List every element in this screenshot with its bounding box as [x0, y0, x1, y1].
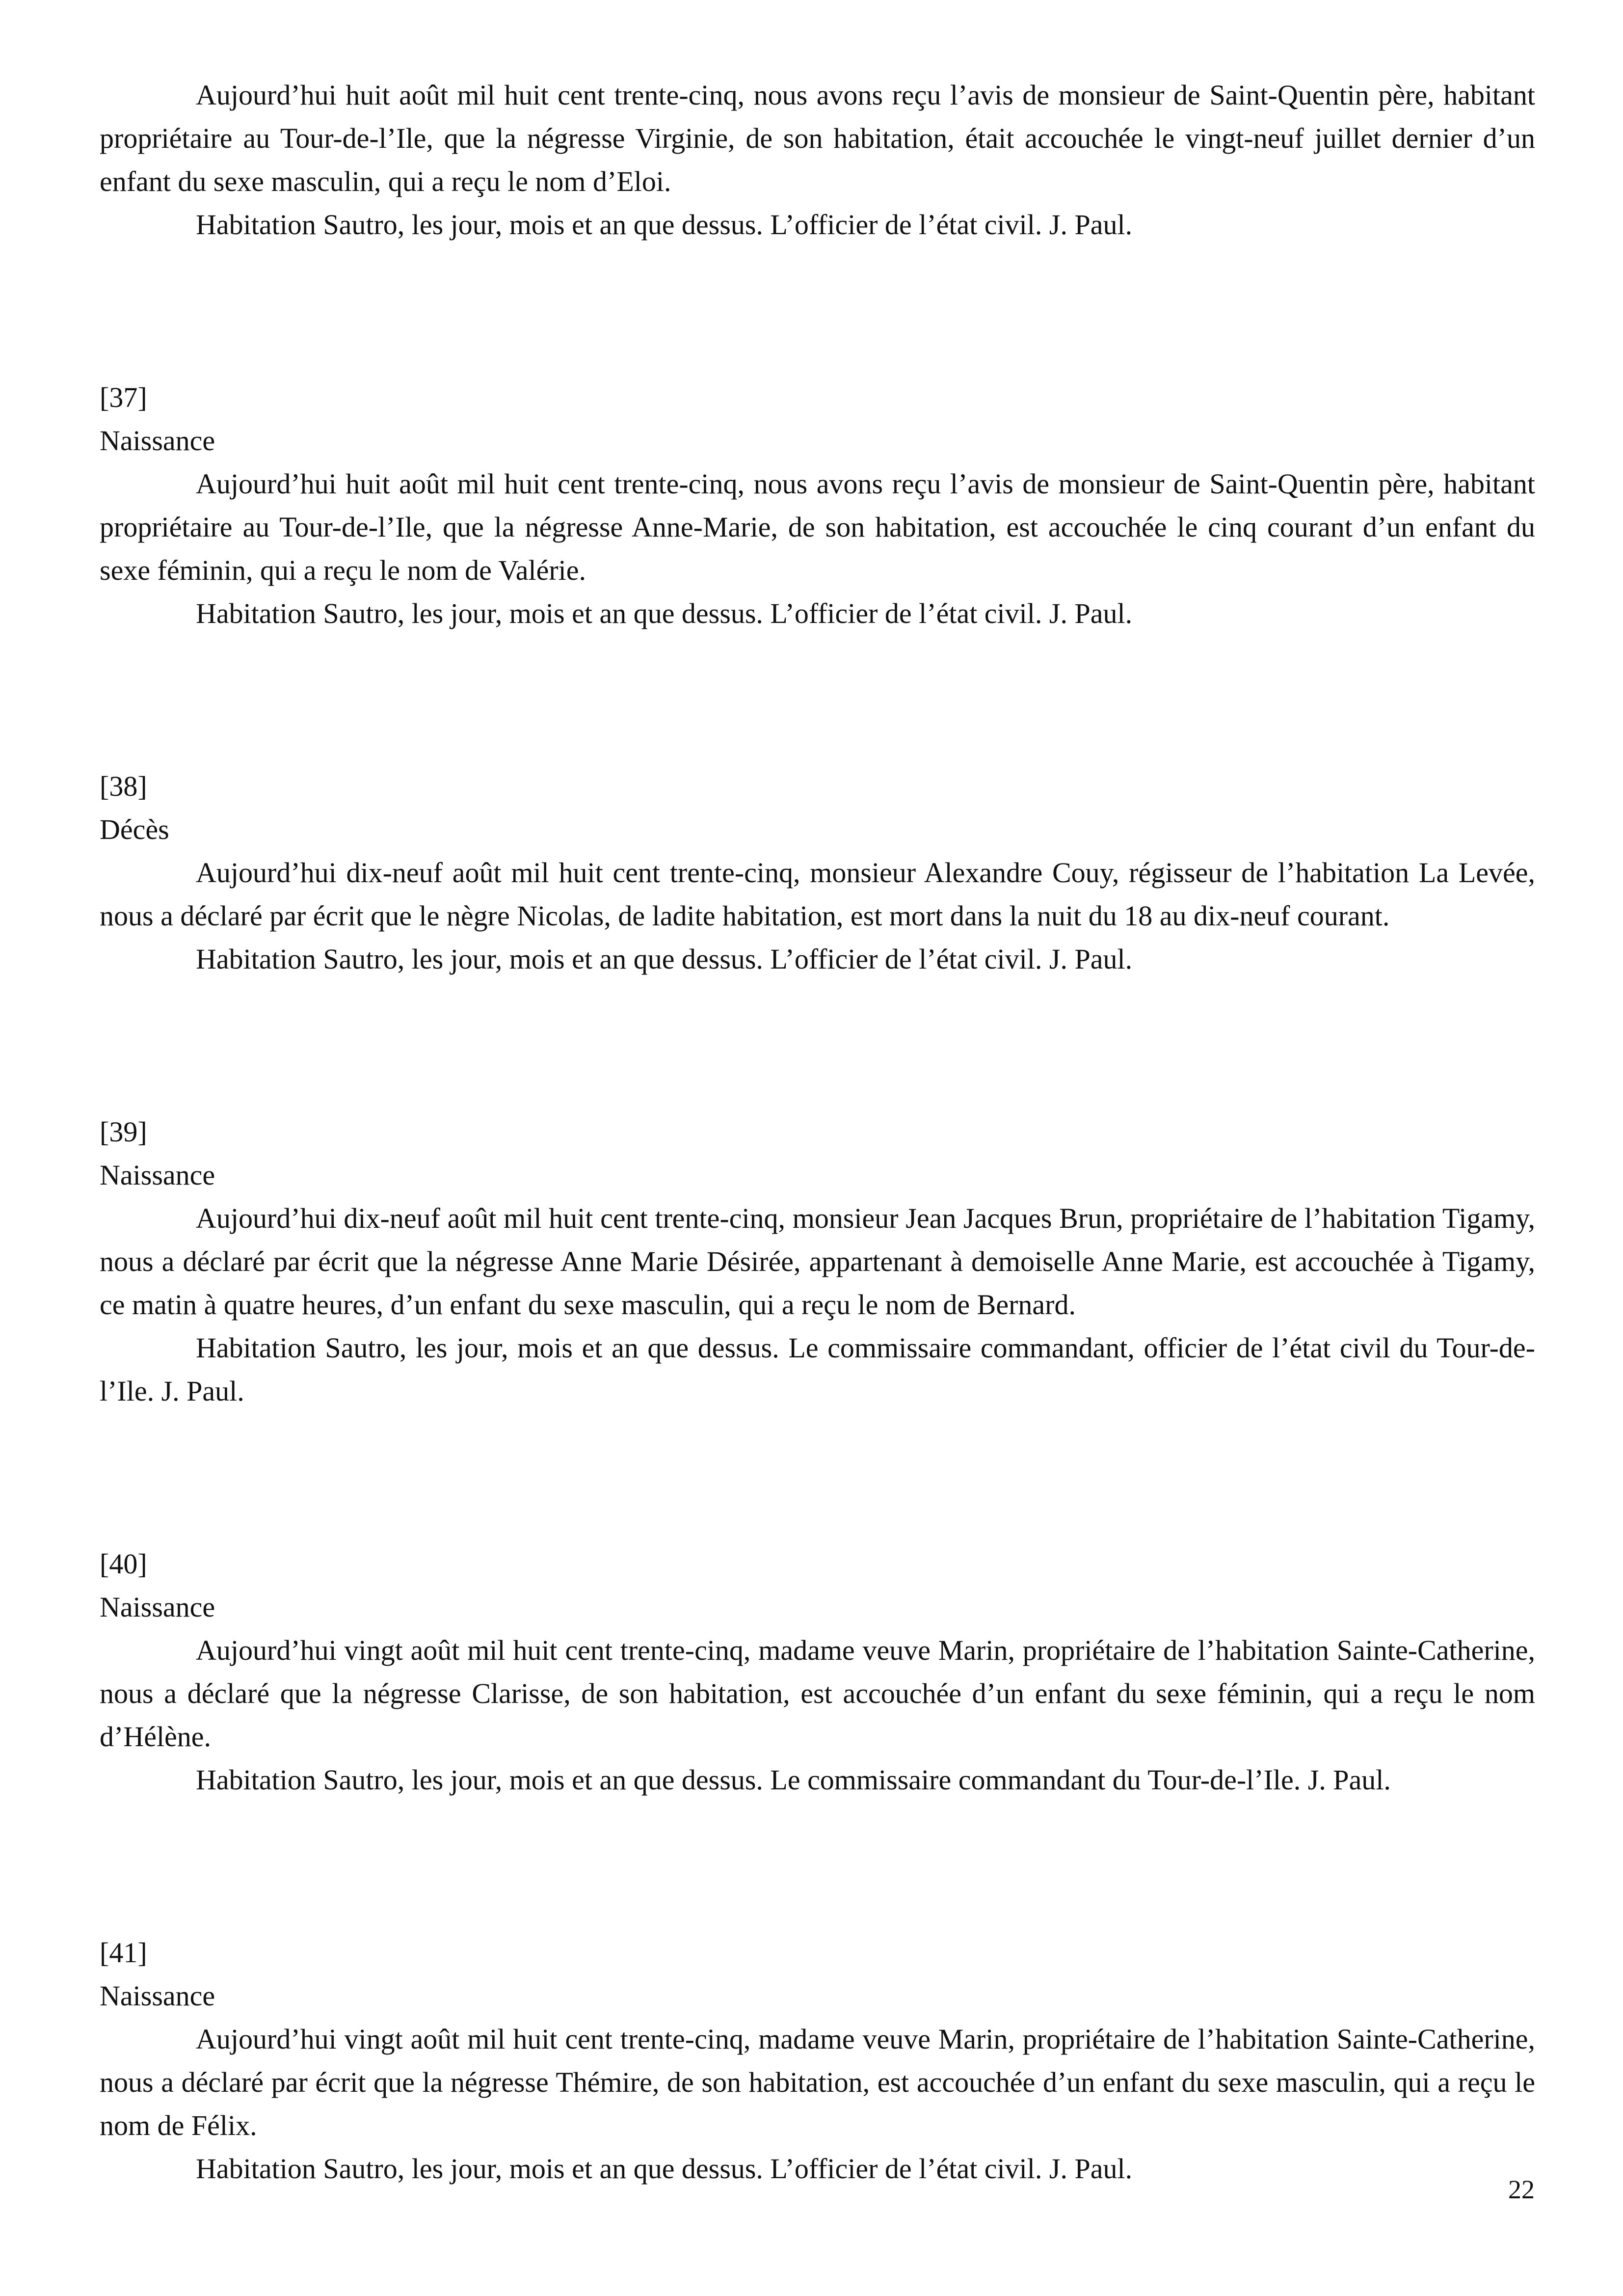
entry-text: Aujourd’hui dix-neuf août mil huit cent trente-cinq, monsieur Alexandre Couy, régisseur de l’habitation La Levée, nous a déclaré par écrit que le nègre Nicolas, de ladite habitation, est mort dans la nuit du 18 au dix-neuf courant. — [100, 857, 1535, 932]
entry-type: Décès — [100, 813, 169, 845]
entry-number: [38] — [100, 770, 147, 802]
page-number: 22 — [1508, 2175, 1535, 2204]
entry-41 — [100, 1931, 1535, 2190]
entry-signature: Habitation Sautro, les jour, mois et an que dessus. L’officier de l’état civil. J. Paul. — [196, 209, 1133, 241]
entry-38 — [100, 765, 1535, 981]
entry-continued — [100, 74, 1535, 246]
entry-text: Aujourd’hui vingt août mil huit cent trente-cinq, madame veuve Marin, propriétaire de l’habitation Sainte-Catherine, nous a déclaré par écrit que la négresse Thémire, de son habitation, est accouchée d’un enfant du sexe masculin, qui a reçu le nom de Félix. — [100, 2023, 1535, 2141]
entry-signature: Habitation Sautro, les jour, mois et an que dessus. Le commissaire commandant, officier de l’état civil du Tour-de-l’Ile. J. Paul. — [100, 1332, 1535, 1407]
entry-39 — [100, 1110, 1535, 1413]
entry-number: [41] — [100, 1937, 147, 1969]
entry-signature: Habitation Sautro, les jour, mois et an que dessus. L’officier de l’état civil. J. Paul. — [196, 2153, 1133, 2185]
entry-type: Naissance — [100, 425, 215, 457]
entry-type: Naissance — [100, 1159, 215, 1191]
entry-signature: Habitation Sautro, les jour, mois et an que dessus. L’officier de l’état civil. J. Paul. — [196, 943, 1133, 975]
entry-40 — [100, 1542, 1535, 1802]
entry-number: [40] — [100, 1548, 147, 1580]
document-page — [100, 74, 1535, 2190]
entry-type: Naissance — [100, 1980, 215, 2012]
entry-37 — [100, 376, 1535, 635]
entry-text: Aujourd’hui huit août mil huit cent trente-cinq, nous avons reçu l’avis de monsieur de Saint-Quentin père, habitant propriétaire au Tour-de-l’Ile, que la négresse Anne-Marie, de son habitation, est accouchée le cinq courant d’un enfant du sexe féminin, qui a reçu le nom de Valérie. — [100, 468, 1535, 586]
entry-text: Aujourd’hui vingt août mil huit cent trente-cinq, madame veuve Marin, propriétaire de l’habitation Sainte-Catherine, nous a déclaré que la négresse Clarisse, de son habitation, est accouchée d’un enfant du sexe féminin, qui a reçu le nom d’Hélène. — [100, 1634, 1535, 1753]
entry-number: [39] — [100, 1116, 147, 1148]
entry-number: [37] — [100, 381, 147, 413]
entry-type: Naissance — [100, 1591, 215, 1623]
entry-text: Aujourd’hui huit août mil huit cent trente-cinq, nous avons reçu l’avis de monsieur de Saint-Quentin père, habitant propriétaire au Tour-de-l’Ile, que la négresse Virginie, de son habitation, était accouchée le vingt-neuf juillet dernier d’un enfant du sexe masculin, qui a reçu le nom d’Eloi. — [100, 79, 1535, 197]
entry-text: Aujourd’hui dix-neuf août mil huit cent trente-cinq, monsieur Jean Jacques Brun, propriétaire de l’habitation Tigamy, nous a déclaré par écrit que la négresse Anne Marie Désirée, appartenant à demoiselle Anne Marie, est accouchée à Tigamy, ce matin à quatre heures, d’un enfant du sexe masculin, qui a reçu le nom de Bernard. — [100, 1202, 1535, 1321]
entry-signature: Habitation Sautro, les jour, mois et an que dessus. L’officier de l’état civil. J. Paul. — [196, 597, 1133, 629]
entry-signature: Habitation Sautro, les jour, mois et an que dessus. Le commissaire commandant du Tour-de-l’Ile. J. Paul. — [196, 1764, 1391, 1796]
